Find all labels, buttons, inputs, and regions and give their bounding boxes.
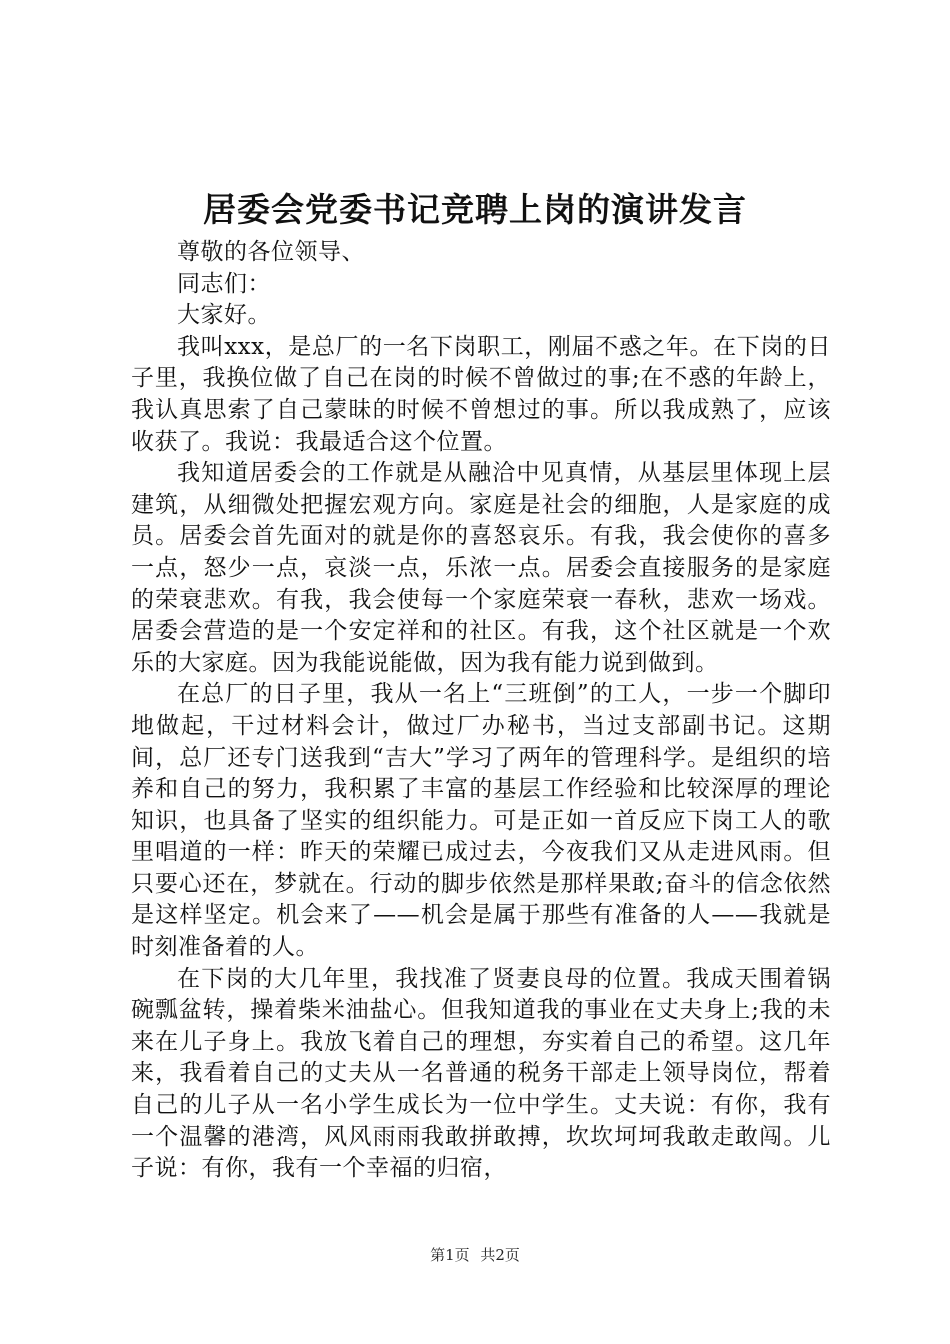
page-number-footer: 第1页 共2页	[430, 1246, 520, 1264]
salutation-line: 尊敬的各位领导、	[177, 239, 365, 265]
document-body	[131, 237, 831, 1185]
body-paragraph: 在下岗的大几年里，我找准了贤妻良母的位置。我成天围着锅碗瓢盆转，操着柴米油盐心。但我知道我的事业在丈夫身上;我的未来在儿子身上。我放飞着自己的理想，夯实着自己的希望。这几年来，我看着自己的丈夫从一名普通的税务干部走上领导岗位，帮着自己的儿子从一名小学生成长为一位中学生。丈夫说：有你，我有一个温馨的港湾，风风雨雨我敢拼敢搏，坎坎坷坷我敢走敢闯。儿子说：有你，我有一个幸福的归宿，	[131, 965, 831, 1182]
document-title: 居委会党委书记竞聘上岗的演讲发言	[203, 190, 747, 229]
body-paragraph: 我知道居委会的工作就是从融洽中见真情，从基层里体现上层建筑，从细微处把握宏观方向。家庭是社会的细胞，人是家庭的成员。居委会首先面对的就是你的喜怒哀乐。有我，我会使你的喜多一点，怒少一点，哀淡一点，乐浓一点。居委会直接服务的是家庭的荣衰悲欢。有我，我会使每一个家庭荣衰一春秋，悲欢一场戏。居委会营造的是一个安定祥和的社区。有我，这个社区就是一个欢乐的大家庭。因为我能说能做，因为我有能力说到做到。	[131, 460, 831, 676]
body-paragraph: 我叫xxx，是总厂的一名下岗职工，刚届不惑之年。在下岗的日子里，我换位做了自己在岗的时候不曾做过的事;在不惑的年龄上，我认真思索了自己蒙昧的时候不曾想过的事。所以我成熟了，应该收获了。我说：我最适合这个位置。	[131, 333, 831, 455]
greeting-line: 大家好。	[177, 302, 271, 329]
body-paragraph: 在总厂的日子里，我从一名上“三班倒”的工人，一步一个脚印地做起，干过材料会计，做过厂办秘书，当过支部副书记。这期间，总厂还专门送我到“吉大”学习了两年的管理科学。是组织的培养和自己的努力，我积累了丰富的基层工作经验和比较深厚的理论知识，也具备了坚实的组织能力。可是正如一首反应下岗工人的歌里唱道的一样：昨天的荣耀已成过去，今夜我们又从走进风雨。但只要心还在，梦就在。行动的脚步依然是那样果敢;奋斗的信念依然是这样坚定。机会来了——机会是属于那些有准备的人——我就是时刻准备着的人。	[131, 681, 831, 961]
salutation-line: 同志们：	[177, 270, 271, 297]
